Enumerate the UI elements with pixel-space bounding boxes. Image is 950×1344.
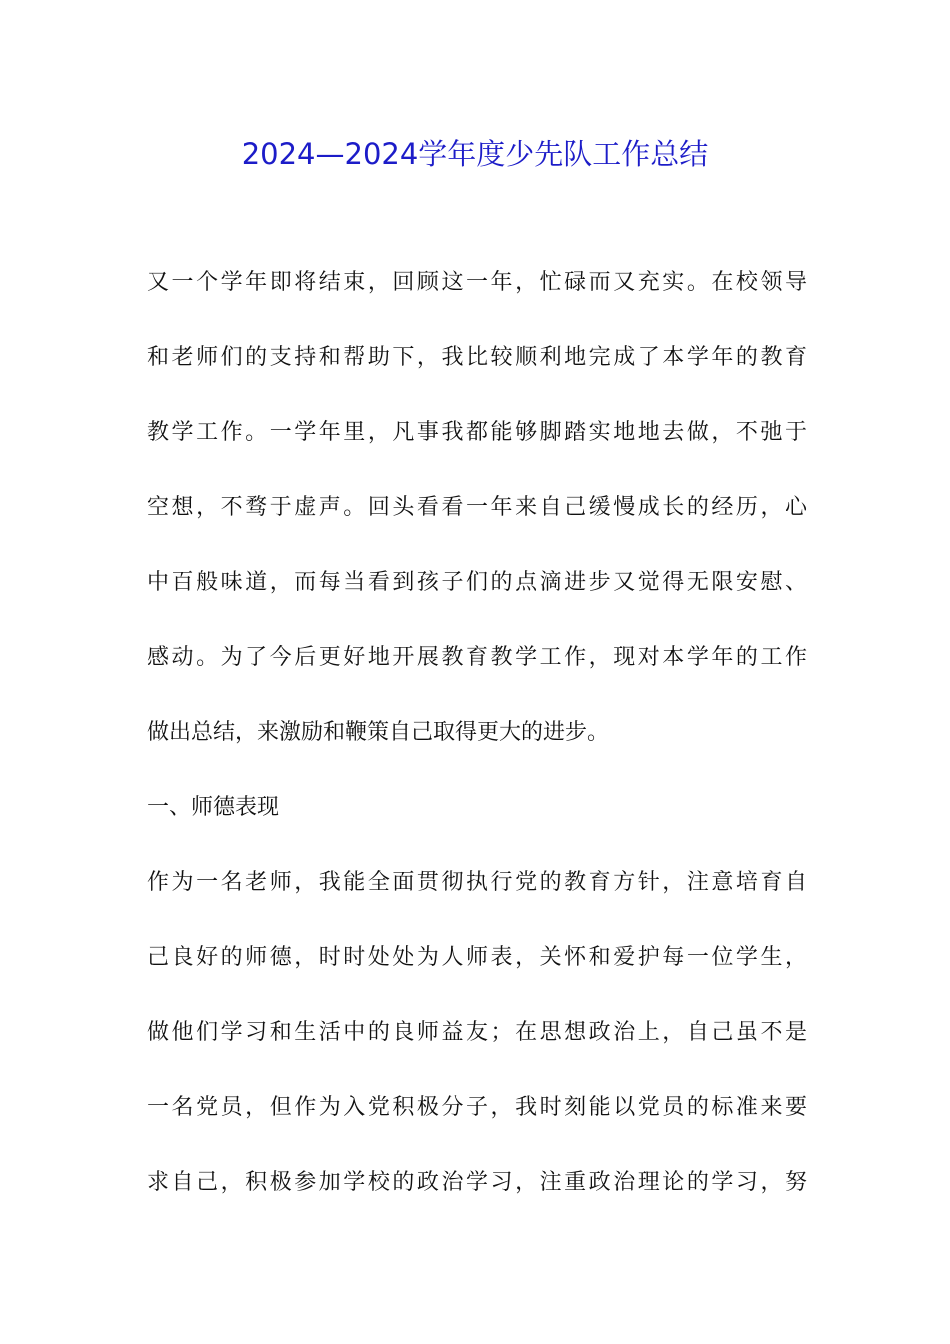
- body-line: 教学工作。一学年里，凡事我都能够脚踏实地地去做，不弛于: [147, 420, 807, 445]
- body-line: 空想，不骛于虚声。回头看看一年来自己缓慢成长的经历，心: [147, 495, 807, 520]
- body-line: 己良好的师德，时时处处为人师表，关怀和爱护每一位学生，: [147, 945, 807, 970]
- body-line: 又一个学年即将结束，回顾这一年，忙碌而又充实。在校领导: [147, 270, 807, 295]
- section-heading: 一、师德表现: [147, 795, 280, 820]
- body-line: 一名党员，但作为入党积极分子，我时刻能以党员的标准来要: [147, 1095, 807, 1120]
- body-line: 求自己，积极参加学校的政治学习，注重政治理论的学习，努: [147, 1170, 807, 1195]
- document-title: 2024—2024学年度少先队工作总结: [241, 137, 709, 171]
- body-line: 作为一名老师，我能全面贯彻执行党的教育方针，注意培育自: [147, 870, 807, 895]
- document-body: [147, 260, 807, 1235]
- body-line: 感动。为了今后更好地开展教育教学工作，现对本学年的工作: [147, 645, 807, 670]
- body-line: 做他们学习和生活中的良师益友；在思想政治上，自己虽不是: [147, 1020, 807, 1045]
- body-line: 做出总结，来激励和鞭策自己取得更大的进步。: [147, 720, 610, 745]
- body-line: 和老师们的支持和帮助下，我比较顺利地完成了本学年的教育: [147, 345, 807, 370]
- body-line: 中百般味道，而每当看到孩子们的点滴进步又觉得无限安慰、: [147, 570, 807, 595]
